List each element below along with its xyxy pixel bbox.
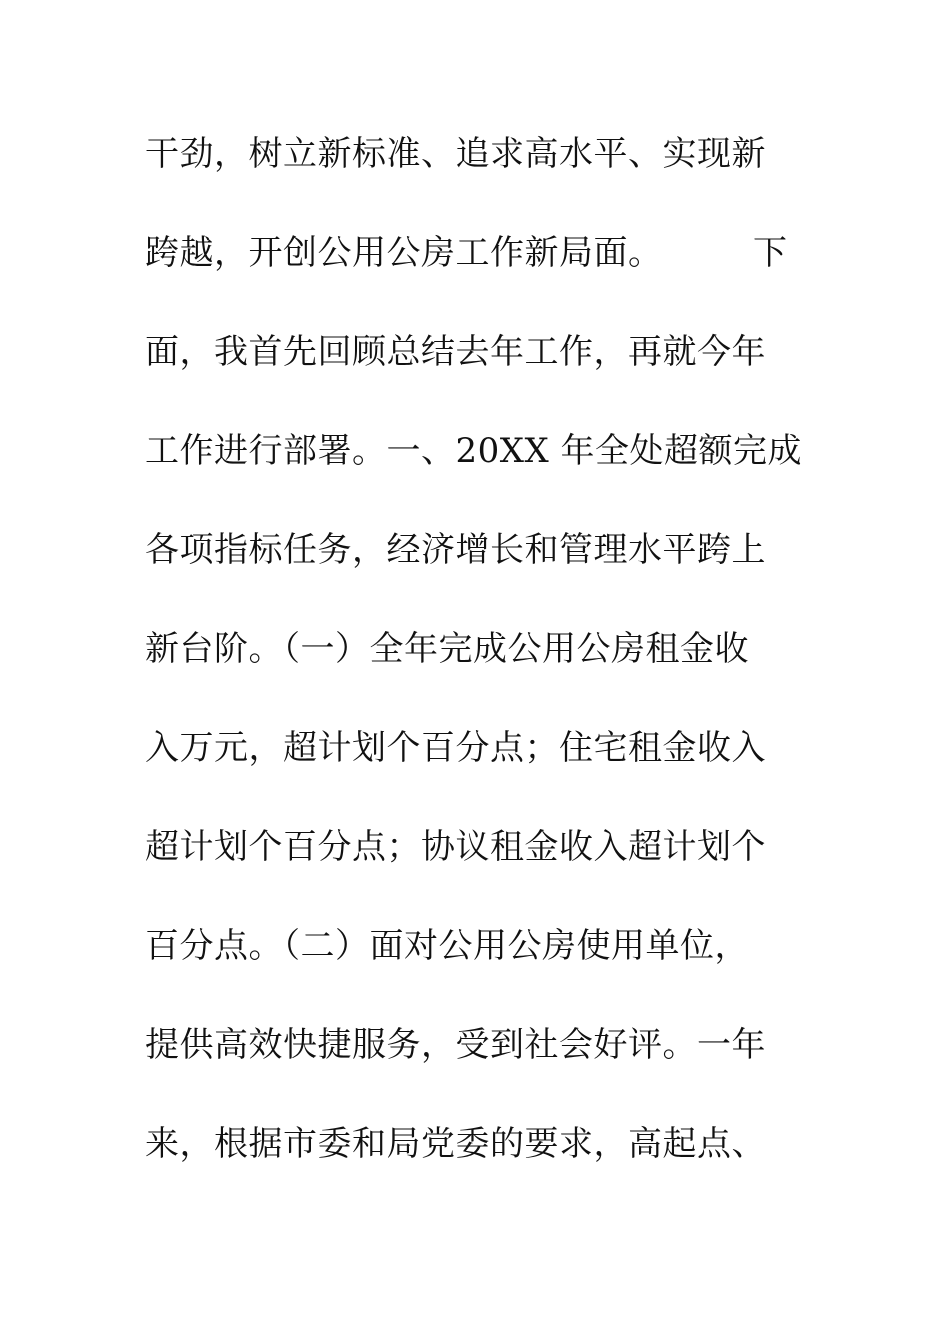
text-line: 工作进行部署。一、20XX 年全处超额完成 xyxy=(145,431,802,471)
text-line: 提供高效快捷服务，受到社会好评。一年 xyxy=(145,1025,766,1065)
text-line: 新台阶。（一）全年完成公用公房租金收 xyxy=(145,629,749,669)
body-text xyxy=(145,126,805,1215)
text-line: 跨越，开创公用公房工作新局面。 下 xyxy=(145,233,788,273)
text-line: 干劲，树立新标准、追求高水平、实现新 xyxy=(145,134,766,174)
text-line: 各项指标任务，经济增长和管理水平跨上 xyxy=(145,530,766,570)
text-line: 入万元，超计划个百分点；住宅租金收入 xyxy=(145,728,766,768)
text-line: 面，我首先回顾总结去年工作，再就今年 xyxy=(145,332,766,372)
text-line: 超计划个百分点；协议租金收入超计划个 xyxy=(145,827,766,867)
text-line: 百分点。（二）面对公用公房使用单位， xyxy=(145,926,749,966)
text-line: 来，根据市委和局党委的要求，高起点、 xyxy=(145,1124,766,1164)
